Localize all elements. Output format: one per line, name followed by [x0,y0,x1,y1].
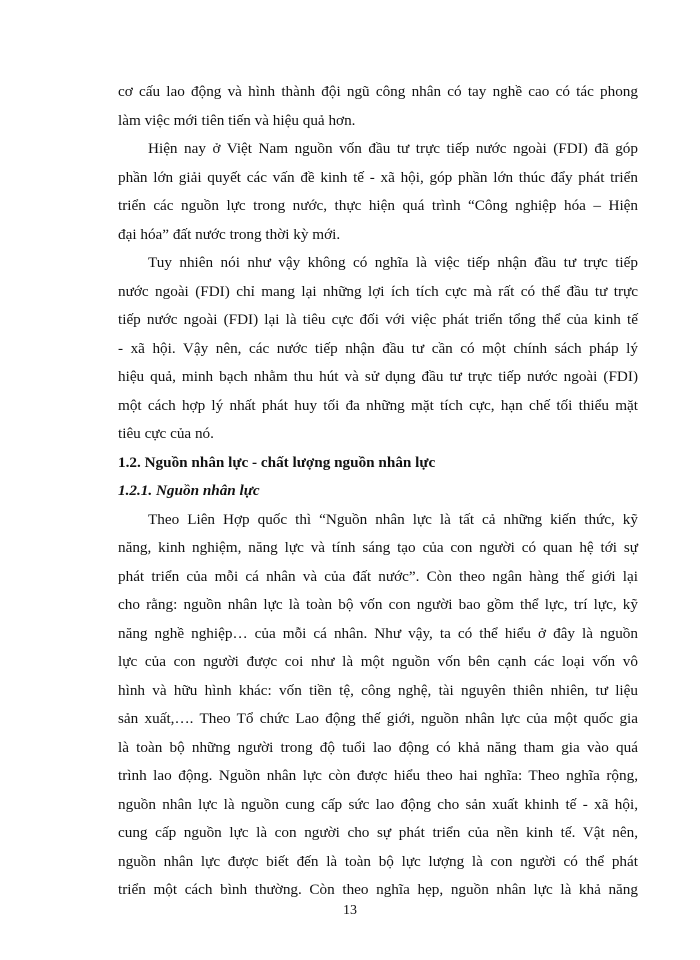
text-line: triển một cách bình thường. Còn theo nghĩa hẹp, nguồn nhân lực là khả năng [118,881,638,898]
text-line: nguồn nhân lực được biết đến là toàn bộ lực lượng là con người có thể phát [118,852,638,870]
text-line: năng nghề nghiệp… của mỗi cá nhân. Như vậy, ta có thể hiểu ở đây là nguồn [118,624,638,642]
text-line: một cách hợp lý nhất phát huy tối đa những mặt tích cực, hạn chế tối thiểu mặt [118,396,638,414]
document-page [118,78,638,905]
text-line: trình lao động. Nguồn nhân lực còn được hiểu theo hai nghĩa: Theo nghĩa rộng, [118,767,638,784]
text-line: triển các nguồn lực trong nước, thực hiện quá trình “Công nghiệp hóa – Hiện [118,197,638,214]
text-line: nước ngoài (FDI) chỉ mang lại những lợi ích tích cực mà rất có thể đầu tư trực [118,282,638,300]
text-line: Tuy nhiên nói như vậy không có nghĩa là việc tiếp nhận đầu tư trực tiếp [148,254,638,271]
text-line: sản xuất,…. Theo Tổ chức Lao động thế giới, nguồn nhân lực của một quốc gia [118,710,638,727]
text-line: Hiện nay ở Việt Nam nguồn vốn đầu tư trực tiếp nước ngoài (FDI) đã góp [148,140,638,157]
page-number: 13 [343,903,357,918]
text-line: Theo Liên Hợp quốc thì “Nguồn nhân lực là tất cả những kiến thức, kỹ [148,510,638,528]
text-line: cung cấp nguồn lực là con người cho sự phát triển của nền kinh tế. Vật nên, [118,824,638,841]
text-line: lực của con người được coi như là một nguồn vốn bên cạnh các loại vốn vô [118,653,638,670]
text-line: làm việc mới tiên tiến và hiệu quả hơn. [118,111,356,129]
paragraph-fdi-vietnam [118,135,638,249]
text-line: phần lớn giải quyết các vấn đề kinh tế - xã hội, góp phần lớn thúc đẩy phát triển [118,168,638,186]
text-line: nguồn nhân lực là nguồn cung cấp sức lao động cho sản xuất khinh tế - xã hội, [118,795,638,813]
text-line: hiệu quả, minh bạch nhằm thu hút và sử dụng đầu tư trực tiếp nước ngoài (FDI) [118,368,638,385]
text-line: hình và hữu hình khác: vốn tiền tệ, công nghệ, tài nguyên thiên nhiên, tư liệu [118,681,638,699]
text-line: cho rằng: nguồn nhân lực là toàn bộ vốn con người bao gồm thể lực, trí lực, kỹ [118,596,638,613]
subsection-heading: 1.2.1. Nguồn nhân lực [118,482,260,499]
section-heading: 1.2. Nguồn nhân lực - chất lượng nguồn nhân lực [118,453,436,471]
paragraph-fdi-caveat [118,249,638,449]
paragraph-continuation [118,78,638,135]
text-line: đại hóa” đất nước trong thời kỳ mới. [118,225,341,243]
text-line: - xã hội. Vậy nên, các nước tiếp nhận đầu tư cần có một chính sách pháp lý [118,339,638,357]
text-line: tiêu cực của nó. [118,425,214,442]
text-line: tiếp nước ngoài (FDI) lại là tiêu cực đối với việc phát triển tổng thể của kinh tế [118,311,638,328]
text-line: cơ cấu lao động và hình thành đội ngũ công nhân có tay nghề cao có tác phong [118,83,638,100]
text-line: là toàn bộ những người trong độ tuổi lao động có khả năng tham gia vào quá [118,738,638,756]
paragraph-human-resources [118,506,638,905]
text-line: năng, kinh nghiệm, năng lực và tính sáng tạo của con người có quan hệ tới sự [118,539,638,556]
text-line: phát triển của mỗi cá nhân và của đất nước”. Còn theo ngân hàng thế giới lại [118,567,638,585]
